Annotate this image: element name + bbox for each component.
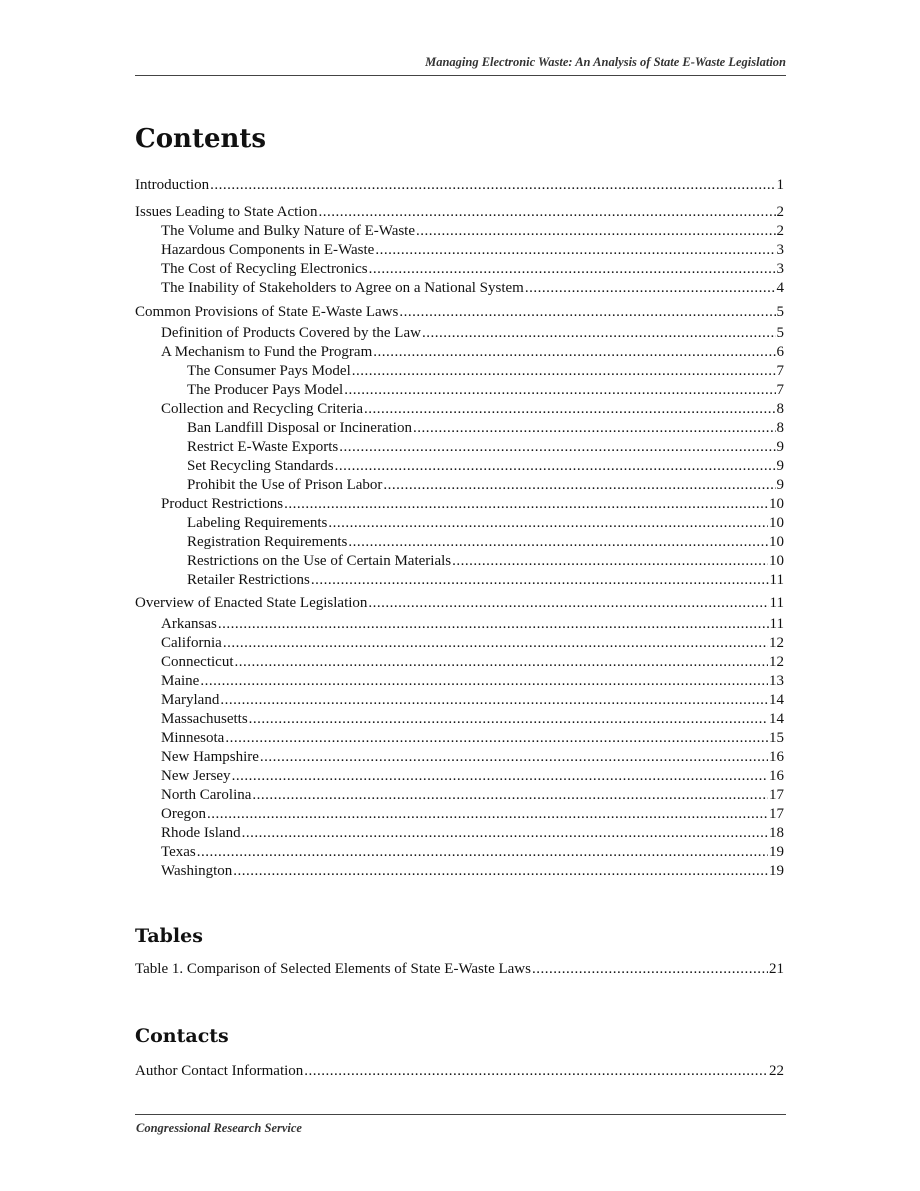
toc-entry[interactable] (161, 653, 784, 672)
dot-leader (304, 1062, 768, 1081)
contacts-heading: Contacts (135, 1025, 229, 1047)
toc-entry-title: New Jersey (161, 768, 231, 784)
toc-entry-title: The Cost of Recycling Electronics (161, 261, 368, 277)
toc-entry[interactable] (187, 514, 784, 533)
toc-entry-page: 9 (776, 477, 784, 493)
toc-entry-page: 7 (776, 363, 784, 379)
toc-entry[interactable] (161, 324, 784, 343)
dot-leader (252, 786, 768, 805)
dot-leader (234, 653, 768, 672)
toc-entry-page: 7 (776, 382, 784, 398)
toc-entry[interactable] (161, 786, 784, 805)
toc-entry[interactable] (161, 843, 784, 862)
toc-entry[interactable] (187, 457, 784, 476)
toc-entry[interactable] (161, 862, 784, 881)
dot-leader (364, 400, 775, 419)
dot-leader (200, 672, 768, 691)
toc-entry-page: 21 (769, 961, 784, 977)
toc-entry-page: 19 (769, 844, 784, 860)
toc-entry-title: Minnesota (161, 730, 225, 746)
dot-leader (344, 381, 775, 400)
toc-entry-page: 17 (769, 787, 784, 803)
toc-entry-title: Issues Leading to State Action (135, 204, 318, 220)
toc-entry[interactable] (161, 260, 784, 279)
toc-entry[interactable] (135, 303, 784, 322)
toc-entry[interactable] (161, 729, 784, 748)
tables-heading: Tables (135, 925, 203, 947)
toc-entry[interactable] (187, 438, 784, 457)
dot-leader (532, 960, 768, 979)
dot-leader (223, 634, 768, 653)
toc-entry-page: 8 (776, 420, 784, 436)
toc-entry-title: Set Recycling Standards (187, 458, 334, 474)
dot-leader (225, 729, 768, 748)
toc-entry-title: The Consumer Pays Model (187, 363, 351, 379)
dot-leader (369, 260, 776, 279)
toc-entry-title: Registration Requirements (187, 534, 348, 550)
toc-entry-title: California (161, 635, 222, 651)
dot-leader (452, 552, 768, 571)
toc-entry-page: 1 (776, 177, 784, 193)
toc-entry[interactable] (161, 824, 784, 843)
toc-entry[interactable] (135, 203, 784, 222)
toc-entry[interactable] (161, 343, 784, 362)
toc-entry-page: 3 (776, 261, 784, 277)
toc-entry[interactable] (135, 176, 784, 195)
dot-leader (422, 324, 776, 343)
toc-entry-title: A Mechanism to Fund the Program (161, 344, 373, 360)
toc-entry[interactable] (161, 615, 784, 634)
toc-entry[interactable] (187, 419, 784, 438)
toc-entry-page: 19 (769, 863, 784, 879)
footer-divider (135, 1114, 786, 1115)
toc-entry-title: Hazardous Components in E-Waste (161, 242, 375, 258)
dot-leader (383, 476, 775, 495)
toc-entry-page: 18 (769, 825, 784, 841)
toc-entry-page: 5 (776, 325, 784, 341)
toc-entry-page: 10 (769, 553, 784, 569)
dot-leader (242, 824, 768, 843)
toc-entry[interactable] (161, 400, 784, 419)
toc-entry[interactable] (187, 476, 784, 495)
toc-entry-title: The Producer Pays Model (187, 382, 344, 398)
toc-entry[interactable] (161, 279, 784, 298)
toc-entry-page: 11 (769, 572, 784, 588)
dot-leader (525, 279, 776, 298)
toc-entry[interactable] (187, 571, 784, 590)
dot-leader (311, 571, 769, 590)
toc-entry-page: 11 (769, 595, 784, 611)
toc-entry-page: 12 (769, 654, 784, 670)
dot-leader (348, 533, 768, 552)
toc-entry[interactable] (161, 691, 784, 710)
dot-leader (416, 222, 775, 241)
toc-entry-title: Arkansas (161, 616, 217, 632)
toc-entry[interactable] (161, 241, 784, 260)
toc-entry-page: 2 (776, 204, 784, 220)
dot-leader (368, 594, 768, 613)
toc-entry-page: 15 (769, 730, 784, 746)
toc-entry-page: 9 (776, 458, 784, 474)
dot-leader (318, 203, 775, 222)
dot-leader (210, 176, 775, 195)
toc-entry-page: 10 (769, 496, 784, 512)
toc-entry-title: Prohibit the Use of Prison Labor (187, 477, 383, 493)
toc-entry-page: 17 (769, 806, 784, 822)
dot-leader (375, 241, 775, 260)
toc-entry-title: The Volume and Bulky Nature of E-Waste (161, 223, 416, 239)
dot-leader (413, 419, 776, 438)
toc-entry-title: Introduction (135, 177, 210, 193)
toc-entry-title: Maine (161, 673, 200, 689)
toc-entry-title: Rhode Island (161, 825, 241, 841)
dot-leader (352, 362, 776, 381)
toc-entry-page: 6 (776, 344, 784, 360)
toc-entry-page: 10 (769, 534, 784, 550)
dot-leader (233, 862, 768, 881)
toc-entry[interactable] (161, 805, 784, 824)
toc-entry-title: New Hampshire (161, 749, 259, 765)
dot-leader (260, 748, 768, 767)
toc-entry[interactable] (135, 594, 784, 613)
toc-entry-title: Author Contact Information (135, 1063, 304, 1079)
dot-leader (399, 303, 775, 322)
dot-leader (284, 495, 768, 514)
toc-entry[interactable] (187, 362, 784, 381)
toc-entry-title: Product Restrictions (161, 496, 284, 512)
toc-entry[interactable] (161, 222, 784, 241)
toc-entry[interactable] (187, 552, 784, 571)
toc-entry-page: 9 (776, 439, 784, 455)
dot-leader (335, 457, 776, 476)
toc-entry-page: 13 (769, 673, 784, 689)
toc-entry-title: Labeling Requirements (187, 515, 328, 531)
toc-entry-title: Common Provisions of State E-Waste Laws (135, 304, 399, 320)
dot-leader (328, 514, 768, 533)
toc-entry-title: Overview of Enacted State Legislation (135, 595, 368, 611)
toc-entry-title: Restrict E-Waste Exports (187, 439, 339, 455)
dot-leader (218, 615, 769, 634)
dot-leader (232, 767, 768, 786)
toc-entry[interactable] (161, 634, 784, 653)
toc-entry-title: Washington (161, 863, 233, 879)
toc-entry-title: Restrictions on the Use of Certain Materials (187, 553, 452, 569)
toc-entry-page: 16 (769, 768, 784, 784)
toc-entry-title: Collection and Recycling Criteria (161, 401, 364, 417)
toc-entry-page: 11 (769, 616, 784, 632)
toc-entry-title: Texas (161, 844, 196, 860)
toc-entry-title: Retailer Restrictions (187, 572, 310, 588)
toc-entry-title: Maryland (161, 692, 220, 708)
toc-entry[interactable] (135, 1062, 784, 1081)
toc-entry-title: Definition of Products Covered by the Law (161, 325, 421, 341)
dot-leader (249, 710, 768, 729)
running-footer: Congressional Research Service (136, 1121, 302, 1135)
toc-entry-page: 3 (776, 242, 784, 258)
dot-leader (207, 805, 768, 824)
toc-entry-page: 5 (776, 304, 784, 320)
toc-entry-page: 14 (769, 692, 784, 708)
toc-entry[interactable] (161, 672, 784, 691)
toc-entry-page: 10 (769, 515, 784, 531)
toc-entry-title: Ban Landfill Disposal or Incineration (187, 420, 412, 436)
toc-entry-title: The Inability of Stakeholders to Agree on a National System (161, 280, 524, 296)
toc-entry[interactable] (187, 533, 784, 552)
toc-entry-title: North Carolina (161, 787, 252, 803)
toc-entry-page: 2 (776, 223, 784, 239)
toc-entry-title: Oregon (161, 806, 206, 822)
toc-entry[interactable] (161, 767, 784, 786)
toc-entry-title: Connecticut (161, 654, 234, 670)
toc-entry-page: 22 (769, 1063, 784, 1079)
toc-entry-title: Table 1. Comparison of Selected Elements of State E-Waste Laws (135, 961, 531, 977)
toc-entry-page: 8 (776, 401, 784, 417)
dot-leader (373, 343, 775, 362)
toc-entry-title: Massachusetts (161, 711, 248, 727)
toc-entry-page: 14 (769, 711, 784, 727)
running-header: Managing Electronic Waste: An Analysis of State E-Waste Legislation (135, 55, 786, 76)
contents-heading: Contents (135, 124, 267, 154)
toc-entry[interactable] (161, 495, 784, 514)
toc-entry-page: 4 (776, 280, 784, 296)
dot-leader (197, 843, 768, 862)
toc-entry-page: 12 (769, 635, 784, 651)
toc-entry[interactable] (187, 381, 784, 400)
toc-entry[interactable] (161, 710, 784, 729)
dot-leader (339, 438, 775, 457)
dot-leader (220, 691, 768, 710)
toc-entry[interactable] (161, 748, 784, 767)
toc-entry[interactable] (135, 960, 784, 979)
toc-entry-page: 16 (769, 749, 784, 765)
